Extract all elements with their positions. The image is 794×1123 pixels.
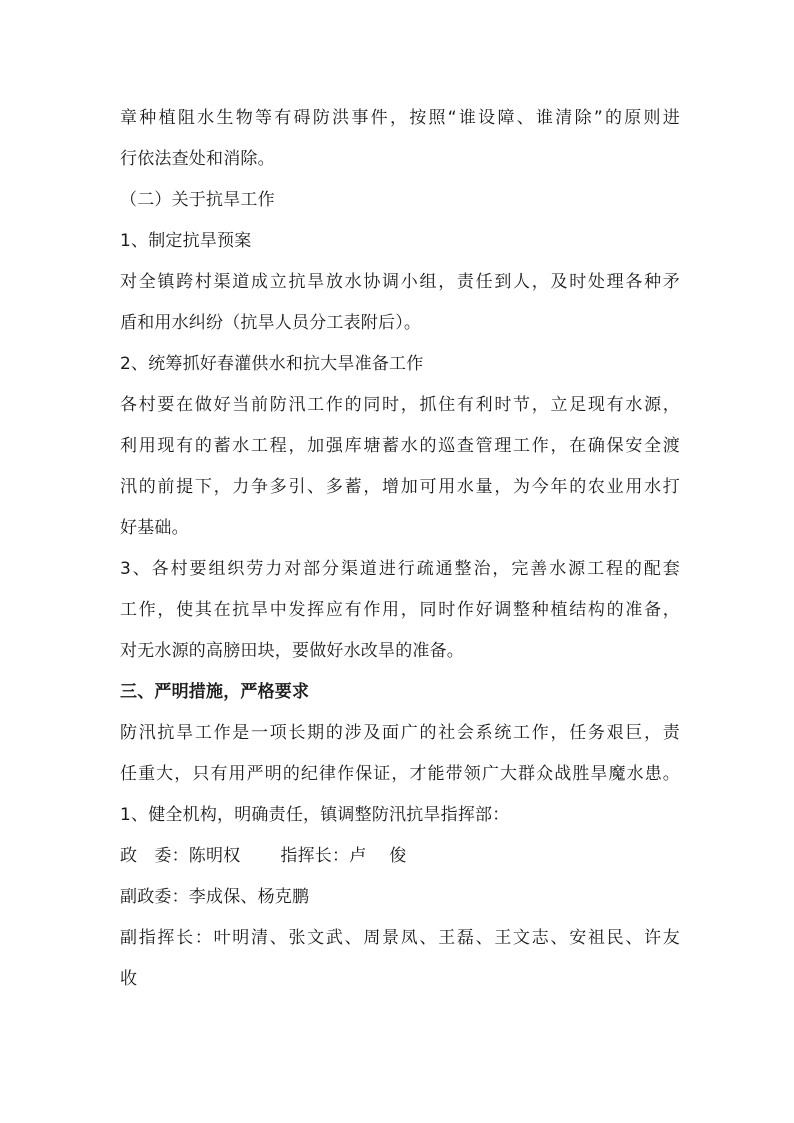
subsection-heading: 1、健全机构，明确责任，镇调整防汛抗旱指挥部： xyxy=(120,805,510,825)
paragraph-line: 任重大，只有用严明的纪律作保证，才能带领广大群众战胜旱魔水患。 xyxy=(120,764,680,784)
paragraph-line: 利用现有的蓄水工程，加强库塘蓄水的巡查管理工作，在确保安全渡 xyxy=(120,436,680,456)
subsection-heading: 1、制定抗旱预案 xyxy=(120,231,252,251)
roster-line: 政 委：陈明权 指挥长：卢 俊 xyxy=(120,846,407,866)
document-page xyxy=(120,98,680,1000)
paragraph-line: 行依法查处和消除。 xyxy=(120,149,275,169)
paragraph-line: 汛的前提下，力争多引、多蓄，增加可用水量，为今年的农业用水打 xyxy=(120,477,680,497)
paragraph-line: 章种植阻水生物等有碍防洪事件，按照“谁设障、谁清除”的原则进 xyxy=(120,108,680,128)
paragraph-line: 对无水源的高膀田块，要做好水改旱的准备。 xyxy=(120,641,464,661)
paragraph-line: 3、各村要组织劳力对部分渠道进行疏通整治，完善水源工程的配套 xyxy=(120,559,680,579)
paragraph-line: 好基础。 xyxy=(120,518,189,538)
paragraph-line: 防汛抗旱工作是一项长期的涉及面广的社会系统工作，任务艰巨，责 xyxy=(120,723,680,743)
roster-line: 副指挥长：叶明清、张文武、周景凤、王磊、王文志、安祖民、许友 xyxy=(120,928,680,948)
roster-line: 收 xyxy=(120,969,138,989)
section-heading: （二）关于抗旱工作 xyxy=(120,190,275,210)
paragraph-line: 盾和用水纠纷（抗旱人员分工表附后）。 xyxy=(120,313,422,333)
roster-line: 副政委：李成保、杨克鹏 xyxy=(120,887,310,907)
paragraph-line: 各村要在做好当前防汛工作的同时，抓住有利时节，立足现有水源， xyxy=(120,395,680,415)
subsection-heading: 2、统筹抓好春灌供水和抗大旱准备工作 xyxy=(120,354,424,374)
paragraph-line: 工作，使其在抗旱中发挥应有作用，同时作好调整种植结构的准备， xyxy=(120,600,680,620)
paragraph-line: 对全镇跨村渠道成立抗旱放水协调小组，责任到人，及时处理各种矛 xyxy=(120,272,680,292)
chapter-heading: 三、严明措施，严格要求 xyxy=(120,682,310,702)
